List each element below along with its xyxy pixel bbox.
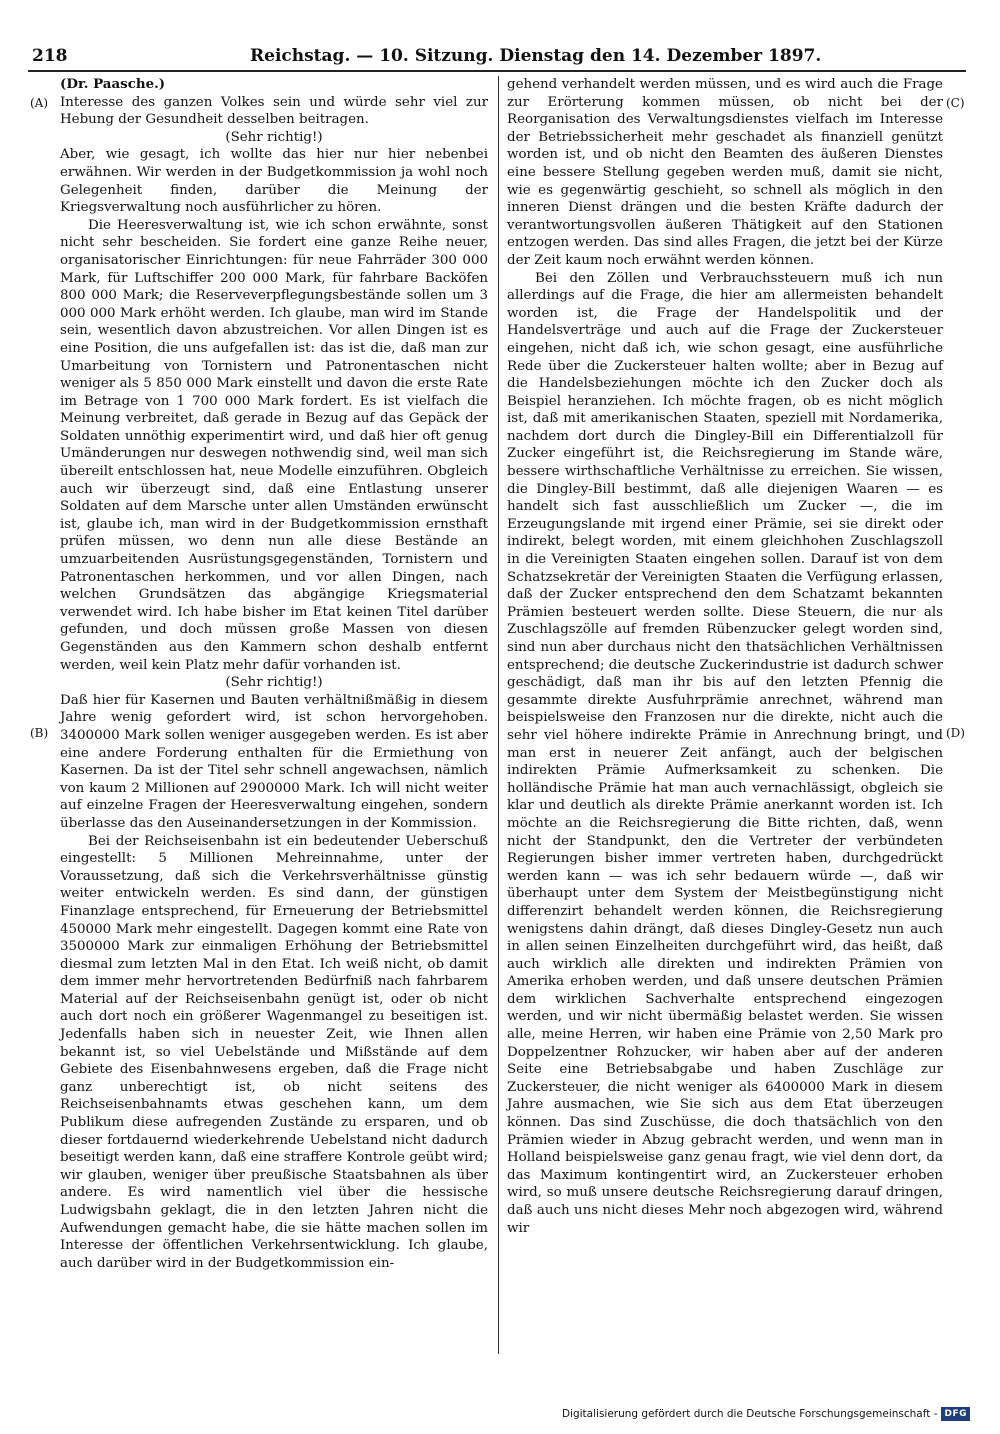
speaker-label: (Dr. Paasche.) bbox=[60, 76, 166, 92]
paragraph: Daß hier für Kasernen und Bauten verhältnißmäßig in diesem Jahre wenig gefordert wird, ist schon hervorgehoben. 3400000 Mark sollen weniger ausgegeben werden. Es ist aber eine andere Forderung enthalten für die Ermiethung von Kasernen. Da ist der Titel sehr schnell angewachsen, nämlich von kaum 2 Millionen auf 2900000 Mark. Ich will nicht weiter auf einzelne Fragen der Heeresverwaltung eingehen, sondern überlasse das den Auseinandersetzungen in der Kommission. bbox=[60, 692, 488, 831]
footer-text: Digitalisierung gefördert durch die Deutsche Forschungsgemeinschaft - bbox=[561, 1408, 938, 1420]
paragraph: gehend verhandelt werden müssen, und es wird auch die Frage zur Erörterung kommen müssen, ob nicht bei der Reorganisation des Verwaltungsdienstes vielfach im Interesse der Betriebssicherheit mehr geschadet als finanziell genützt worden ist, und ob nicht den Beamten des äußeren Dienstes eine bessere Stellung gegeben werden muß, damit sie nicht, wie es gegenwärtig geschieht, so schnell als möglich in den inneren Dienst drängen und die besten Kräfte dadurch der verantwortungsvollen äußeren Thätigkeit auf den Stationen entzogen werden. Das sind alles Fragen, die jetzt bei der Kürze der Zeit kaum noch erwähnt werden können. bbox=[507, 77, 943, 268]
paragraph: Interesse des ganzen Volkes sein und würde sehr viel zur Hebung der Gesundheit desselben beitragen. bbox=[60, 94, 488, 128]
margin-marker-d: (D) bbox=[946, 726, 965, 740]
margin-marker-b: (B) bbox=[30, 726, 49, 740]
interjection: (Sehr richtig!) bbox=[225, 675, 323, 691]
left-column bbox=[60, 76, 488, 1272]
paragraph: Bei der Reichseisenbahn ist ein bedeutender Ueberschuß eingestellt: 5 Millionen Mehreinnahme, unter der Voraussetzung, daß sich die Verkehrsverhältnisse günstig weiter entwickeln werden. Es sind dann, der günstigen Finanzlage entsprechend, für Erneuerung der Betriebsmittel 450000 Mark mehr eingestellt. Dagegen kommt eine Rate von 3500000 Mark zur einmaligen Erhöhung der Betriebsmittel diesmal zum letzten Mal in den Etat. Ich weiß nicht, ob damit dem immer mehr hervortretenden Bedürfniß nach fahrbarem Material auf der Reichseisenbahn genügt ist, oder ob nicht auch dort noch ein größerer Wagenmangel zu beseitigen ist. Jedenfalls haben sich in neuester Zeit, wie Ihnen allen bekannt ist, so viel Uebelstände und Mißstände auf dem Gebiete des Eisenbahnwesens ergeben, daß die Frage nicht ganz unberechtigt ist, ob nicht seitens des Reichseisenbahnamts etwas geschehen kann, um dem Publikum diese aufregenden Zustände zu ersparen, und ob dieser fortdauernd wiederkehrende Uebelstand nicht dadurch beseitigt werden kann, daß eine straffere Kontrole geübt wird; wir glauben, weniger über preußische Staatsbahnen als über andere. Es wird namentlich viel über die hessische Ludwigsbahn geklagt, die in den letzten Jahren nicht die Aufwendungen gemacht habe, die sie hätte machen sollen im Interesse der öffentlichen Verkehrsentwicklung. Ich glaube, auch darüber wird in der Budgetkommission ein- bbox=[60, 833, 488, 1271]
header-rule bbox=[28, 70, 966, 72]
dfg-logo: DFG bbox=[941, 1407, 970, 1421]
paragraph: Aber, wie gesagt, ich wollte das hier nur hier nebenbei erwähnen. Wir werden in der Budgetkommission ja wohl noch Gelegenheit finden, darüber die Meinung der Kriegsverwaltung noch ausführlicher zu hören. bbox=[60, 147, 488, 216]
running-head: Reichstag. — 10. Sitzung. Dienstag den 14. Dezember 1897. bbox=[250, 46, 822, 66]
margin-marker-a: (A) bbox=[30, 96, 49, 110]
interjection: (Sehr richtig!) bbox=[225, 129, 323, 145]
right-column bbox=[507, 76, 943, 1237]
paragraph: Die Heeresverwaltung ist, wie ich schon erwähnte, sonst nicht sehr bescheiden. Sie fordert eine ganze Reihe neuer, organisatorischer Einrichtungen: für neue Fahrräder 300 000 Mark, für Luftschiffer 200 000 Mark, für fahrbare Backöfen 800 000 Mark; die Reserveverpflegungsbestände sollen um 3 000 000 Mark erhöht werden. Ich glaube, man wird im Stande sein, wesentlich davon abzustreichen. Vor allen Dingen ist es eine Position, die uns aufgefallen ist: das ist die, daß man zur Umarbeitung von Tornistern und Patronentaschen nicht weniger als 5 850 000 Mark einstellt und davon die erste Rate im Betrage von 1 700 000 Mark fordert. Es ist vielfach die Meinung verbreitet, daß gerade in Bezug auf das Gepäck der Soldaten unnöthig experimentirt wird, und daß hier oft genug Umänderungen nur deswegen nothwendig sind, weil man sich übereilt entschlossen hat, neue Modelle einzuführen. Obgleich auch wir überzeugt sind, daß eine Entlastung unserer Soldaten auf dem Marsche unter allen Umständen erwünscht ist, glaube ich, man wird in der Budgetkommission ernsthaft prüfen müssen, wo denn nun alle diese Bestände an umzuarbeitenden Ausrüstungsgegenständen, Tornistern und Patronentaschen herkommen, und vor allen Dingen, nach welchen Grundsätzen das abgängige Kriegsmaterial verwendet wird. Ich habe bisher im Etat keinen Titel darüber gefunden, und doch müssen große Massen von diesen Gegenständen aus den Kammern schon deshalb entfernt werden, weil kein Platz mehr dafür vorhanden ist. bbox=[60, 217, 488, 673]
margin-marker-c: (C) bbox=[946, 96, 965, 110]
paragraph: Bei den Zöllen und Verbrauchssteuern muß ich nun allerdings auf die Frage, die hier am allermeisten behandelt worden ist, die Frage der Handelspolitik und der Handelsverträge und auch auf die Frage der Zuckersteuer eingehen, nicht daß ich, wie schon gesagt, eine ausführliche Rede über die Zuckersteuer halten wollte; aber in Bezug auf die Handelsbeziehungen möchte ich den Zucker doch als Beispiel heranziehen. Ich möchte fragen, ob es nicht möglich ist, daß mit amerikanischen Staaten, speziell mit Nordamerika, nachdem dort durch die Dingley-Bill ein Differentialzoll für Zucker eingeführt ist, die Reichsregierung im Stande wäre, bessere wirthschaftliche Verhältnisse zu erreichen. Sie wissen, die Dingley-Bill bestimmt, daß alle diejenigen Waaren — es handelt sich fast ausschließlich um Zucker —, die im Erzeugungslande mit irgend einer Prämie, sei sie direkt oder indirekt, belegt worden, mit einem gleichhohen Zuschlagszoll in die Vereinigten Staaten eingehen sollen. Darauf ist von dem Schatzsekretär der Vereinigten Staaten die Verfügung erlassen, daß der Zucker entsprechend den dem Schatzamt bekannten Prämien besteuert werden sollte. Diese Steuern, die nur als Zuschlagszölle auf fremden Rübenzucker gelegt worden sind, sind nun aber durchaus nicht den thatsächlichen Verhältnissen entsprechend; die deutsche Zuckerindustrie ist dadurch schwer geschädigt, daß man ihr bis auf den letzten Pfennig die gesammte direkte Ausfuhrprämie anrechnet, während man beispielsweise den Franzosen nur die direkte, nicht auch die sehr viel höhere indirekte Prämie in Anrechnung bringt, und man erst in neuerer Zeit anfängt, auch der belgischen indirekten Prämie Aufmerksamkeit zu schenken. Die holländische Prämie hat man auch vernachlässigt, obgleich sie klar und deutlich als direkte Prämie anerkannt worden ist. Ich möchte an die Reichsregierung die Bitte richten, daß, wenn nicht der Standpunkt, den die Vertreter der verbündeten Regierungen bisher immer vertreten haben, durchgedrückt werden kann — was ich sehr bedauern würde —, daß wir überhaupt unter dem System der Meistbegünstigung nicht differenzirt behandelt werden können, die Reichsregierung wenigstens dahin drängt, daß dieses Dingley-Gesetz nun auch in allen seinen Einzelheiten durchgeführt wird, das heißt, daß auch wirklich alle direkten und indirekten Prämien von Amerika erhoben werden, und daß unsere deutschen Prämien dem wirklichen Sachverhalte entsprechend eingezogen werden, und wir nicht übermäßig belastet werden. Sie wissen alle, meine Herren, wir haben eine Prämie von 2,50 Mark pro Doppelzentner Rohzucker, wir haben aber auf der anderen Seite eine Betriebsabgabe und haben Zuschläge zur Zuckersteuer, die nicht weniger als 6400000 Mark in diesem Jahre ausmachen, wie Sie sich aus dem Etat überzeugen können. Das sind Zuschüsse, die doch thatsächlich von den Prämien wieder in Abzug gebracht werden, und wenn man in Holland beispielsweise ganz genau fragt, wie viel denn dort, da das Maximum kontingentirt wird, an Zuckersteuer erhoben wird, so muß unsere deutsche Reichsregierung darauf dringen, daß auch uns nicht dieses Mehr noch abgezogen wird, während wir bbox=[507, 270, 943, 1236]
footer-credit bbox=[562, 1407, 970, 1421]
page-number: 218 bbox=[32, 46, 68, 66]
column-divider bbox=[498, 76, 499, 1354]
